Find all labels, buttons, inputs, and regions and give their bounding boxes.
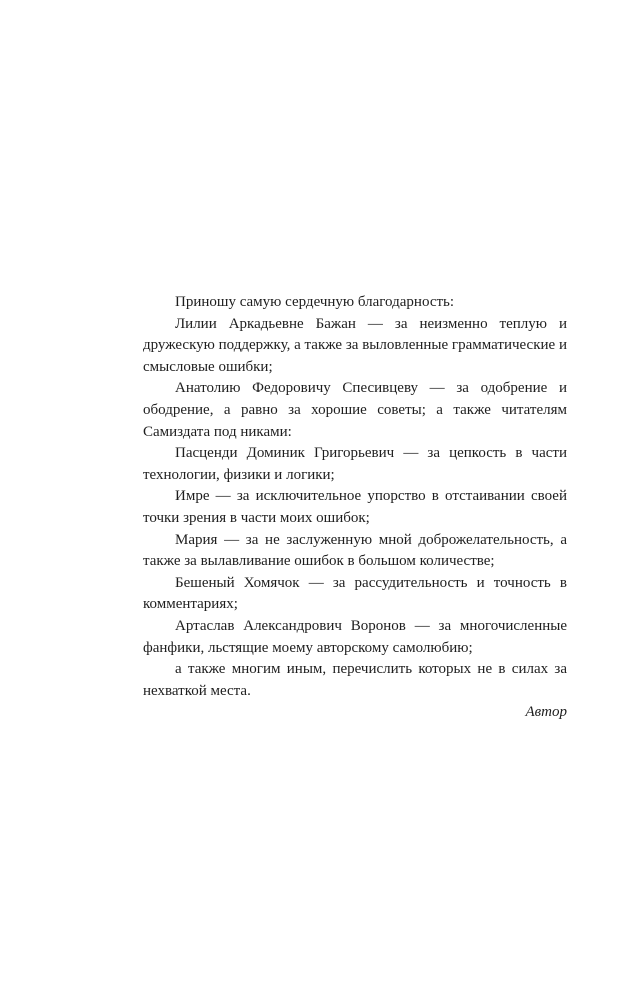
acknowledgment-paragraph: Лилии Аркадьевне Бажан — за неизменно теплую и дружескую поддержку, а также за выловленные грамматические и смысловые ошибки; [143, 315, 567, 375]
acknowledgment-paragraph: Мария — за не заслуженную мной доброжелательность, а также за вылавливание ошибок в большом количестве; [143, 531, 567, 570]
acknowledgment-paragraph: Пасценди Доминик Григорьевич — за цепкость в части технологии, физики и логики; [143, 445, 567, 483]
acknowledgment-paragraph: Имре — за исключительное упорство в отстаивании своей точки зрения в части моих ошибок; [143, 488, 567, 526]
acknowledgment-paragraph: Бешеный Хомячок — за рассудительность и точность в комментариях; [143, 574, 567, 613]
author-signature: Автор [525, 704, 567, 721]
acknowledgments-block [143, 292, 567, 724]
acknowledgment-intro: Приношу самую сердечную благодарность: [175, 294, 455, 310]
acknowledgment-closing: а также многим иным, перечислить которых не в силах за нехваткой места. [143, 661, 567, 699]
acknowledgment-paragraph: Артаслав Александрович Воронов — за многочисленные фанфики, льстящие моему авторскому самолюбию; [143, 617, 567, 656]
acknowledgment-paragraph: Анатолию Федоровичу Спесивцеву — за одобрение и ободрение, а равно за хорошие советы; а также читателям Самиздата под никами: [143, 380, 567, 440]
